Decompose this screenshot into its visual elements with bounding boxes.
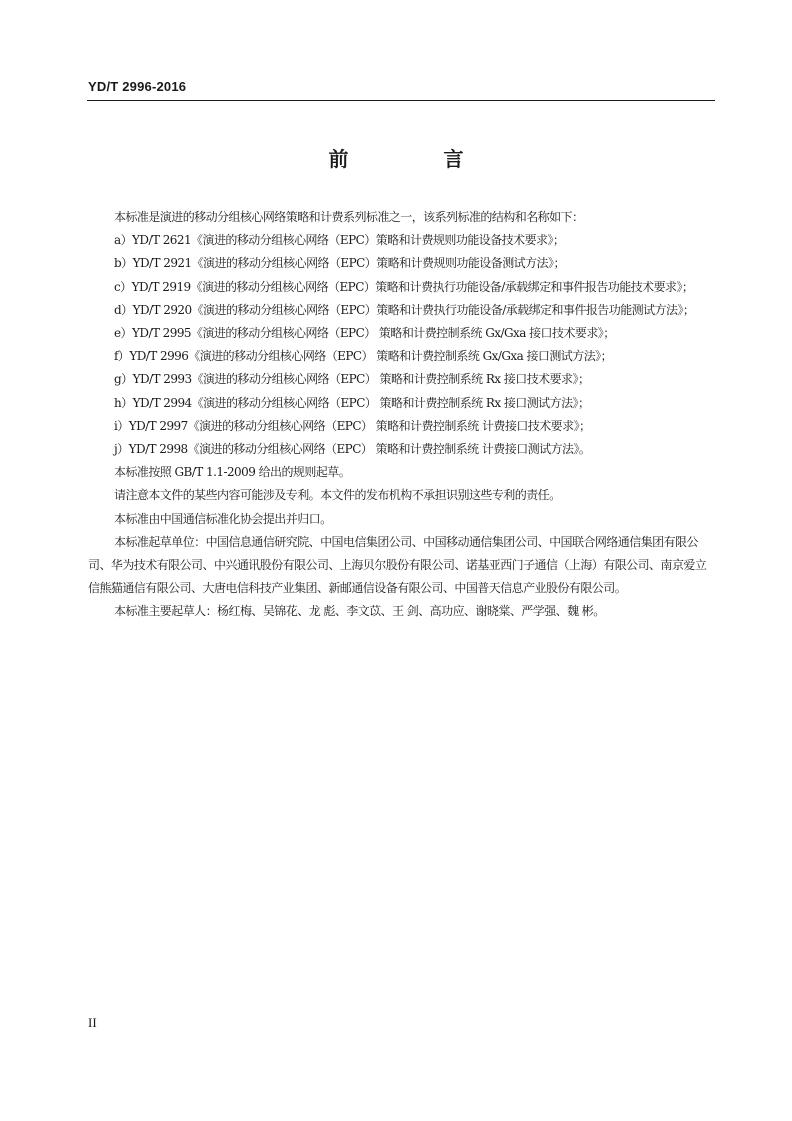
drafting-rules-paragraph: 本标准按照 GB/T 1.1-2009 给出的规则起草。 bbox=[114, 465, 351, 480]
drafters-paragraph: 本标准主要起草人：杨红梅、吴锦花、龙 彪、李文苡、王 剑、高功应、谢晓棠、严学强、魏 彬。 bbox=[114, 604, 605, 619]
proposer-paragraph: 本标准由中国通信标准化协会提出并归口。 bbox=[114, 511, 332, 526]
header-divider bbox=[87, 100, 715, 101]
standard-code: YD/T 2996-2016 bbox=[88, 79, 187, 94]
list-item-a: a）YD/T 2621《演进的移动分组核心网络（EPC）策略和计费规则功能设备技术要求》； bbox=[114, 233, 565, 248]
list-item-h: h）YD/T 2994《演进的移动分组核心网络（EPC） 策略和计费控制系统 Rx 接口测试方法》； bbox=[114, 395, 590, 410]
list-item-f: f）YD/T 2996《演进的移动分组核心网络（EPC） 策略和计费控制系统 Gx/Gxa 接口测试方法》； bbox=[114, 349, 613, 364]
list-item-g: g）YD/T 2993《演进的移动分组核心网络（EPC） 策略和计费控制系统 Rx 接口技术要求》； bbox=[114, 372, 590, 387]
page-number: II bbox=[88, 1015, 97, 1030]
list-item-d: d）YD/T 2920《演进的移动分组核心网络（EPC）策略和计费执行功能设备/承载绑定和事件报告功能测试方法》； bbox=[114, 302, 695, 317]
list-item-c: c）YD/T 2919《演进的移动分组核心网络（EPC）策略和计费执行功能设备/承载绑定和事件报告功能技术要求》； bbox=[114, 279, 694, 294]
list-item-j: j）YD/T 2998《演进的移动分组核心网络（EPC） 策略和计费控制系统 计费接口测试方法》。 bbox=[114, 442, 591, 457]
foreword-body bbox=[88, 206, 716, 624]
list-item-e: e）YD/T 2995《演进的移动分组核心网络（EPC） 策略和计费控制系统 Gx/Gxa 接口技术要求》； bbox=[114, 326, 615, 341]
list-item-b: b）YD/T 2921《演进的移动分组核心网络（EPC）策略和计费规则功能设备测试方法》； bbox=[114, 256, 565, 271]
page-title: 前 言 bbox=[328, 147, 508, 171]
patent-notice-paragraph: 请注意本文件的某些内容可能涉及专利。本文件的发布机构不承担识别这些专利的责任。 bbox=[114, 488, 561, 503]
intro-paragraph: 本标准是演进的移动分组核心网络策略和计费系列标准之一，该系列标准的结构和名称如下： bbox=[114, 210, 584, 224]
list-item-i: i）YD/T 2997《演进的移动分组核心网络（EPC） 策略和计费控制系统 计费接口技术要求》； bbox=[114, 418, 591, 433]
drafting-organizations-paragraph: 本标准起草单位：中国信息通信研究院、中国电信集团公司、中国移动通信集团公司、中国联合网络通信集团有限公司、华为技术有限公司、中兴通讯股份有限公司、上海贝尔股份有限公司、诺基亚西门子通信（上海）有限公司、南京爱立信熊猫通信有限公司、大唐电信科技产业集团、新邮通信设备有限公司、中国普天信息产业股份有限公司。 bbox=[88, 534, 707, 596]
